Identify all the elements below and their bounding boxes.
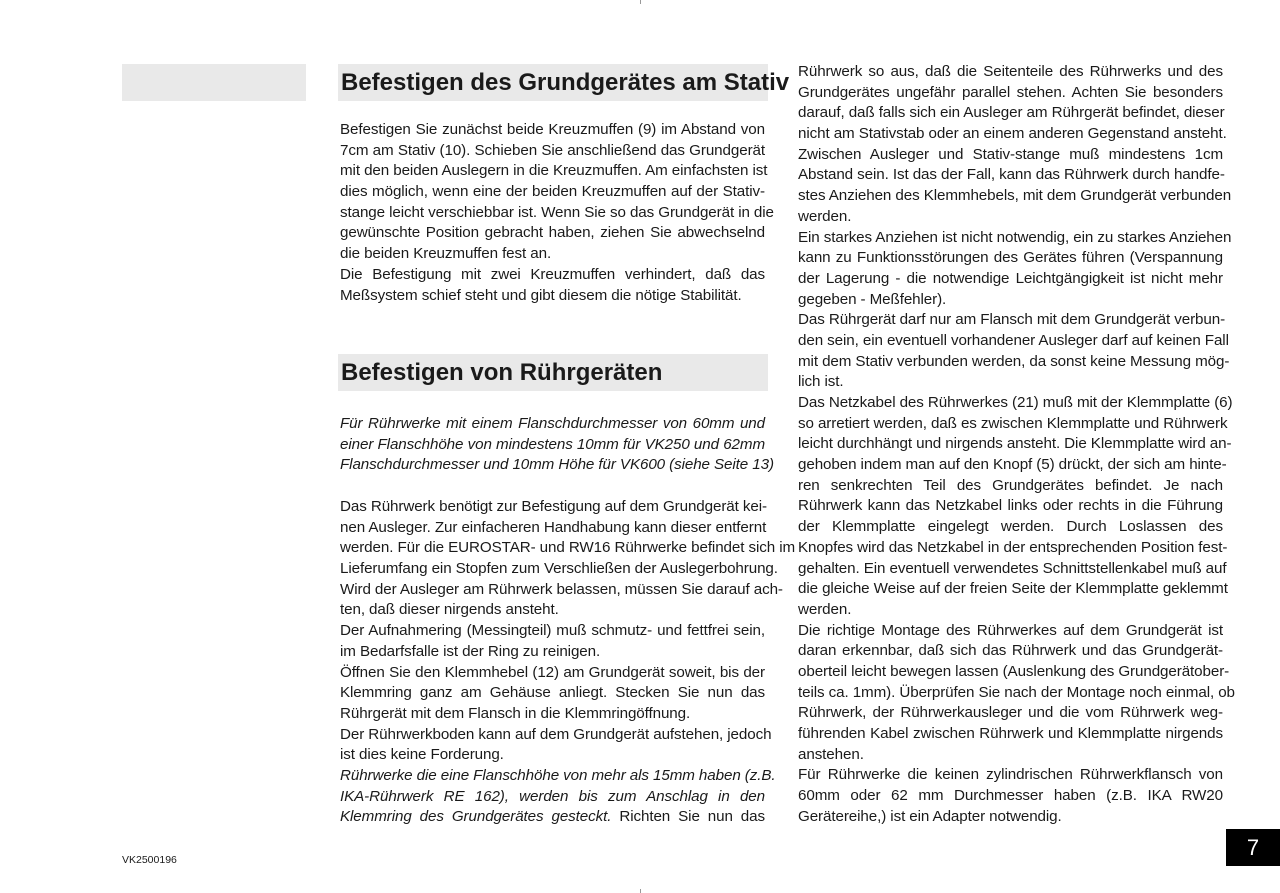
- text-line: ten, daß dieser nirgends ansteht.: [340, 601, 559, 619]
- text-line: mit den beiden Auslegern in die Kreuzmuffen. Am einfachsten ist: [340, 162, 768, 180]
- text-line: ist dies keine Forderung.: [340, 746, 504, 764]
- text-line-tail: Richten Sie nun das: [611, 808, 765, 826]
- text-line: Rührwerk, der Rührwerkausleger und die vom Rührwerk weg-: [798, 704, 1223, 722]
- text-line: kann zu Funktionsstörungen des Gerätes führen (Verspannung: [798, 249, 1223, 267]
- text-line: Rührwerke die eine Flanschhöhe von mehr als 15mm haben (z.B.: [340, 766, 776, 784]
- crop-mark-top: [640, 0, 641, 4]
- text-line: Abstand sein. Ist das der Fall, kann das Rührwerk durch handfe-: [798, 166, 1225, 184]
- side-bar: [122, 64, 306, 101]
- text-line: Öffnen Sie den Klemmhebel (12) am Grundgerät soweit, bis der: [340, 663, 765, 681]
- text-line: darauf, daß falls sich ein Ausleger am Rührgerät befindet, dieser: [798, 104, 1225, 122]
- section-heading-stand: Befestigen des Grundgerätes am Stativ: [338, 64, 768, 101]
- text-line: Die richtige Montage des Rührwerkes auf dem Grundgerät ist: [798, 621, 1223, 639]
- text-line: so arretiert werden, daß es zwischen Klemmplatte und Rührwerk: [798, 414, 1228, 432]
- text-line: Das Rührwerk benötigt zur Befestigung auf dem Grundgerät kei-: [340, 498, 767, 515]
- stand-paragraph: [340, 120, 774, 306]
- text-line: Flanschdurchmesser und 10mm Höhe für VK600 (siehe Seite 13): [340, 456, 774, 474]
- text-line: den sein, ein eventuell vorhandener Ausleger darf auf keinen Fall: [798, 331, 1229, 349]
- text-line: werden.: [798, 600, 852, 618]
- text-line: IKA-Rührwerk RE 162), werden bis zum Anschlag in den: [340, 787, 765, 805]
- text-line: oberteil leicht bewegen lassen (Auslenkung des Grundgerätober-: [798, 662, 1230, 680]
- text-line: lich ist.: [798, 373, 844, 391]
- text-line: Die Befestigung mit zwei Kreuzmuffen verhindert, daß das: [340, 265, 765, 283]
- text-line: Für Rührwerke die keinen zylindrischen Rührwerkflansch von: [798, 766, 1223, 784]
- text-line: Grundgerätes ungefähr parallel stehen. Achten Sie besonders: [798, 83, 1223, 101]
- text-line: gegeben - Meßfehler).: [798, 290, 947, 308]
- text-line: ren senkrechten Teil des Grundgerätes befindet. Je nach: [798, 476, 1223, 494]
- stirrer-intro-note: [340, 414, 774, 476]
- right-column-text: [798, 62, 1235, 827]
- section-heading-stirrers: Befestigen von Rührgeräten: [338, 354, 768, 391]
- text-line: anstehen.: [798, 745, 864, 763]
- text-line: Der Rührwerkboden kann auf dem Grundgerät aufstehen, jedoch: [340, 725, 772, 743]
- text-line: Befestigen Sie zunächst beide Kreuzmuffen (9) im Abstand von: [340, 121, 765, 138]
- text-line: Zwischen Ausleger und Stativ-stange muß mindestens 1cm: [798, 145, 1223, 163]
- text-line: stange leicht verschiebbar ist. Wenn Sie so das Grundgerät in die: [340, 203, 774, 221]
- text-line: führenden Kabel zwischen Rührwerk und Klemmplatte nirgends: [798, 725, 1223, 742]
- text-line: Der Aufnahmering (Messingteil) muß schmutz- und fettfrei sein,: [340, 622, 765, 640]
- crop-mark-bottom: [640, 889, 641, 893]
- text-line: der Lagerung - die notwendige Leichtgängigkeit ist nicht mehr: [798, 269, 1223, 287]
- text-line: Das Netzkabel des Rührwerkes (21) muß mit der Klemmplatte (6): [798, 394, 1233, 411]
- text-line: Rührgerät mit dem Flansch in die Klemmringöffnung.: [340, 704, 691, 722]
- page-number: 7: [1226, 829, 1280, 866]
- text-line: die gleiche Weise auf der freien Seite der Klemmplatte geklemmt: [798, 580, 1228, 598]
- text-line: Das Rührgerät darf nur am Flansch mit dem Grundgerät verbun-: [798, 311, 1226, 329]
- document-code: VK2500196: [122, 854, 177, 866]
- text-line: im Bedarfsfalle ist der Ring zu reinigen.: [340, 642, 601, 660]
- text-line: Rührwerk so aus, daß die Seitenteile des Rührwerks und des: [798, 63, 1223, 80]
- text-line: nen Ausleger. Zur einfacheren Handhabung kann dieser entfernt: [340, 518, 767, 536]
- text-line: gewünschte Position gebracht haben, ziehen Sie abwechselnd: [340, 224, 765, 242]
- text-line: werden. Für die EUROSTAR- und RW16 Rührwerke befindet sich im: [340, 539, 796, 557]
- text-line: teils ca. 1mm). Überprüfen Sie nach der Montage noch einmal, ob: [798, 683, 1235, 701]
- text-line: Wird der Ausleger am Rührwerk belassen, müssen Sie darauf ach-: [340, 580, 783, 598]
- text-line: einer Flanschhöhe von mindestens 10mm für VK250 und 62mm: [340, 435, 765, 453]
- text-line: Lieferumfang ein Stopfen zum Verschließen der Auslegerbohrung.: [340, 560, 778, 578]
- text-line: dies möglich, wenn eine der beiden Kreuzmuffen auf der Stativ-: [340, 183, 765, 201]
- text-line: gehalten. Ein eventuell verwendetes Schnittstellenkabel muß auf: [798, 559, 1227, 577]
- text-line: stes Anziehen des Klemmhebels, mit dem Grundgerät verbunden: [798, 187, 1232, 205]
- text-line: Rührwerk kann das Netzkabel links oder rechts in die Führung: [798, 497, 1223, 515]
- text-line: Meßsystem schief steht und gibt diesem die nötige Stabilität.: [340, 286, 742, 304]
- text-line: Knopfes wird das Netzkabel in der entsprechenden Position fest-: [798, 538, 1228, 556]
- text-line: Klemmring ganz am Gehäuse anliegt. Stecken Sie nun das: [340, 684, 765, 702]
- text-line: Für Rührwerke mit einem Flanschdurchmesser von 60mm und: [340, 415, 765, 432]
- stirrer-paragraph: [340, 497, 796, 828]
- text-line: nicht am Stativstab oder an einem anderen Gegenstand ansteht.: [798, 125, 1227, 143]
- text-line: daran erkennbar, daß sich das Rührwerk und das Grundgerät-: [798, 642, 1223, 660]
- text-line: werden.: [798, 207, 852, 225]
- text-line: 7cm am Stativ (10). Schieben Sie anschließend das Grundgerät: [340, 141, 765, 159]
- text-line: die beiden Kreuzmuffen fest an.: [340, 245, 552, 263]
- text-line: Klemmring des Grundgerätes gesteckt. Richten Sie nun das: [340, 808, 765, 826]
- text-line: leicht durchhängt und nirgends ansteht. Die Klemmplatte wird an-: [798, 435, 1232, 453]
- text-line: gehoben indem man auf den Knopf (5) drückt, der sich am hinte-: [798, 456, 1227, 474]
- text-line: Gerätereihe,) ist ein Adapter notwendig.: [798, 807, 1062, 825]
- text-line: mit dem Stativ verbunden werden, da sonst keine Messung mög-: [798, 352, 1230, 370]
- text-line: der Klemmplatte eingelegt werden. Durch Loslassen des: [798, 518, 1223, 536]
- text-line: Ein starkes Anziehen ist nicht notwendig, ein zu starkes Anziehen: [798, 228, 1232, 246]
- text-line: 60mm oder 62 mm Durchmesser haben (z.B. IKA RW20: [798, 787, 1223, 805]
